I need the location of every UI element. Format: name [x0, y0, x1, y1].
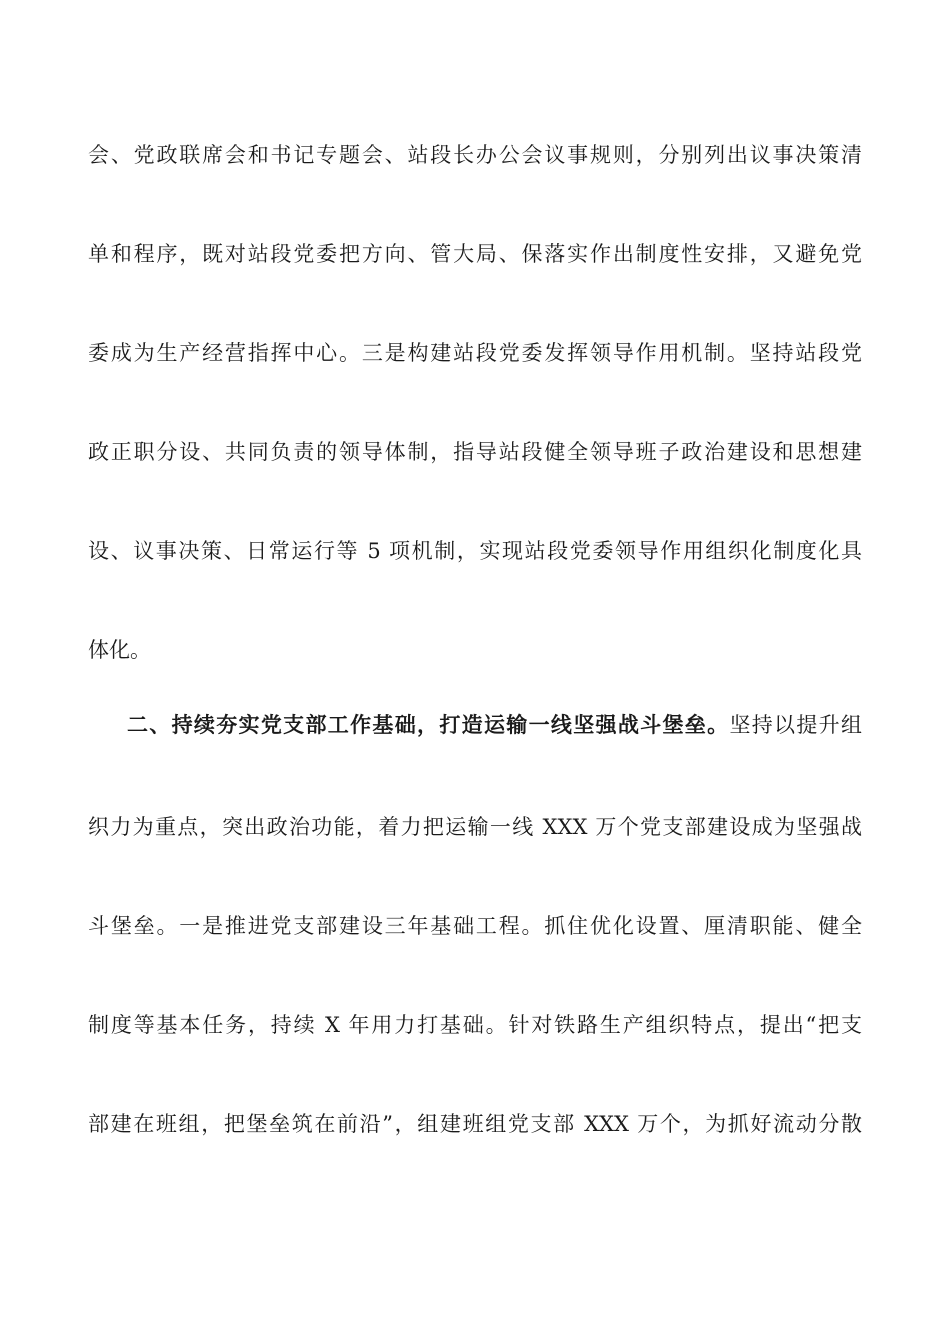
- paragraph-2-line-1-text: 坚持以提升组: [729, 713, 862, 737]
- paragraph-2-line-4: 制度等基本任务，持续 X 年用力打基础。针对铁路生产组织特点，提出“把支: [88, 1013, 862, 1037]
- paragraph-2-line-3: 斗堡垒。一是推进党支部建设三年基础工程。抓住优化设置、厘清职能、健全: [88, 914, 862, 938]
- paragraph-2-line-2: 织力为重点，突出政治功能，着力把运输一线 XXX 万个党支部建设成为坚强战: [88, 815, 862, 839]
- paragraph-2-line-1: [127, 710, 862, 740]
- paragraph-2-line-5: 部建在班组，把堡垒筑在前沿”，组建班组党支部 XXX 万个，为抓好流动分散: [88, 1112, 862, 1136]
- paragraph-1-line-4: 政正职分设、共同负责的领导体制，指导站段健全领导班子政治建设和思想建: [88, 440, 862, 464]
- paragraph-1-line-2: 单和程序，既对站段党委把方向、管大局、保落实作出制度性安排，又避免党: [88, 242, 862, 266]
- section-heading: 二、持续夯实党支部工作基础，打造运输一线坚强战斗堡垒。: [127, 712, 730, 737]
- paragraph-1-line-5: 设、议事决策、日常运行等 5 项机制，实现站段党委领导作用组织化制度化具: [88, 539, 862, 563]
- paragraph-1-line-1: 会、党政联席会和书记专题会、站段长办公会议事规则，分别列出议事决策清: [88, 143, 862, 167]
- paragraph-1-line-6: 体化。: [88, 638, 151, 662]
- paragraph-1-line-3: 委成为生产经营指挥中心。三是构建站段党委发挥领导作用机制。坚持站段党: [88, 341, 862, 365]
